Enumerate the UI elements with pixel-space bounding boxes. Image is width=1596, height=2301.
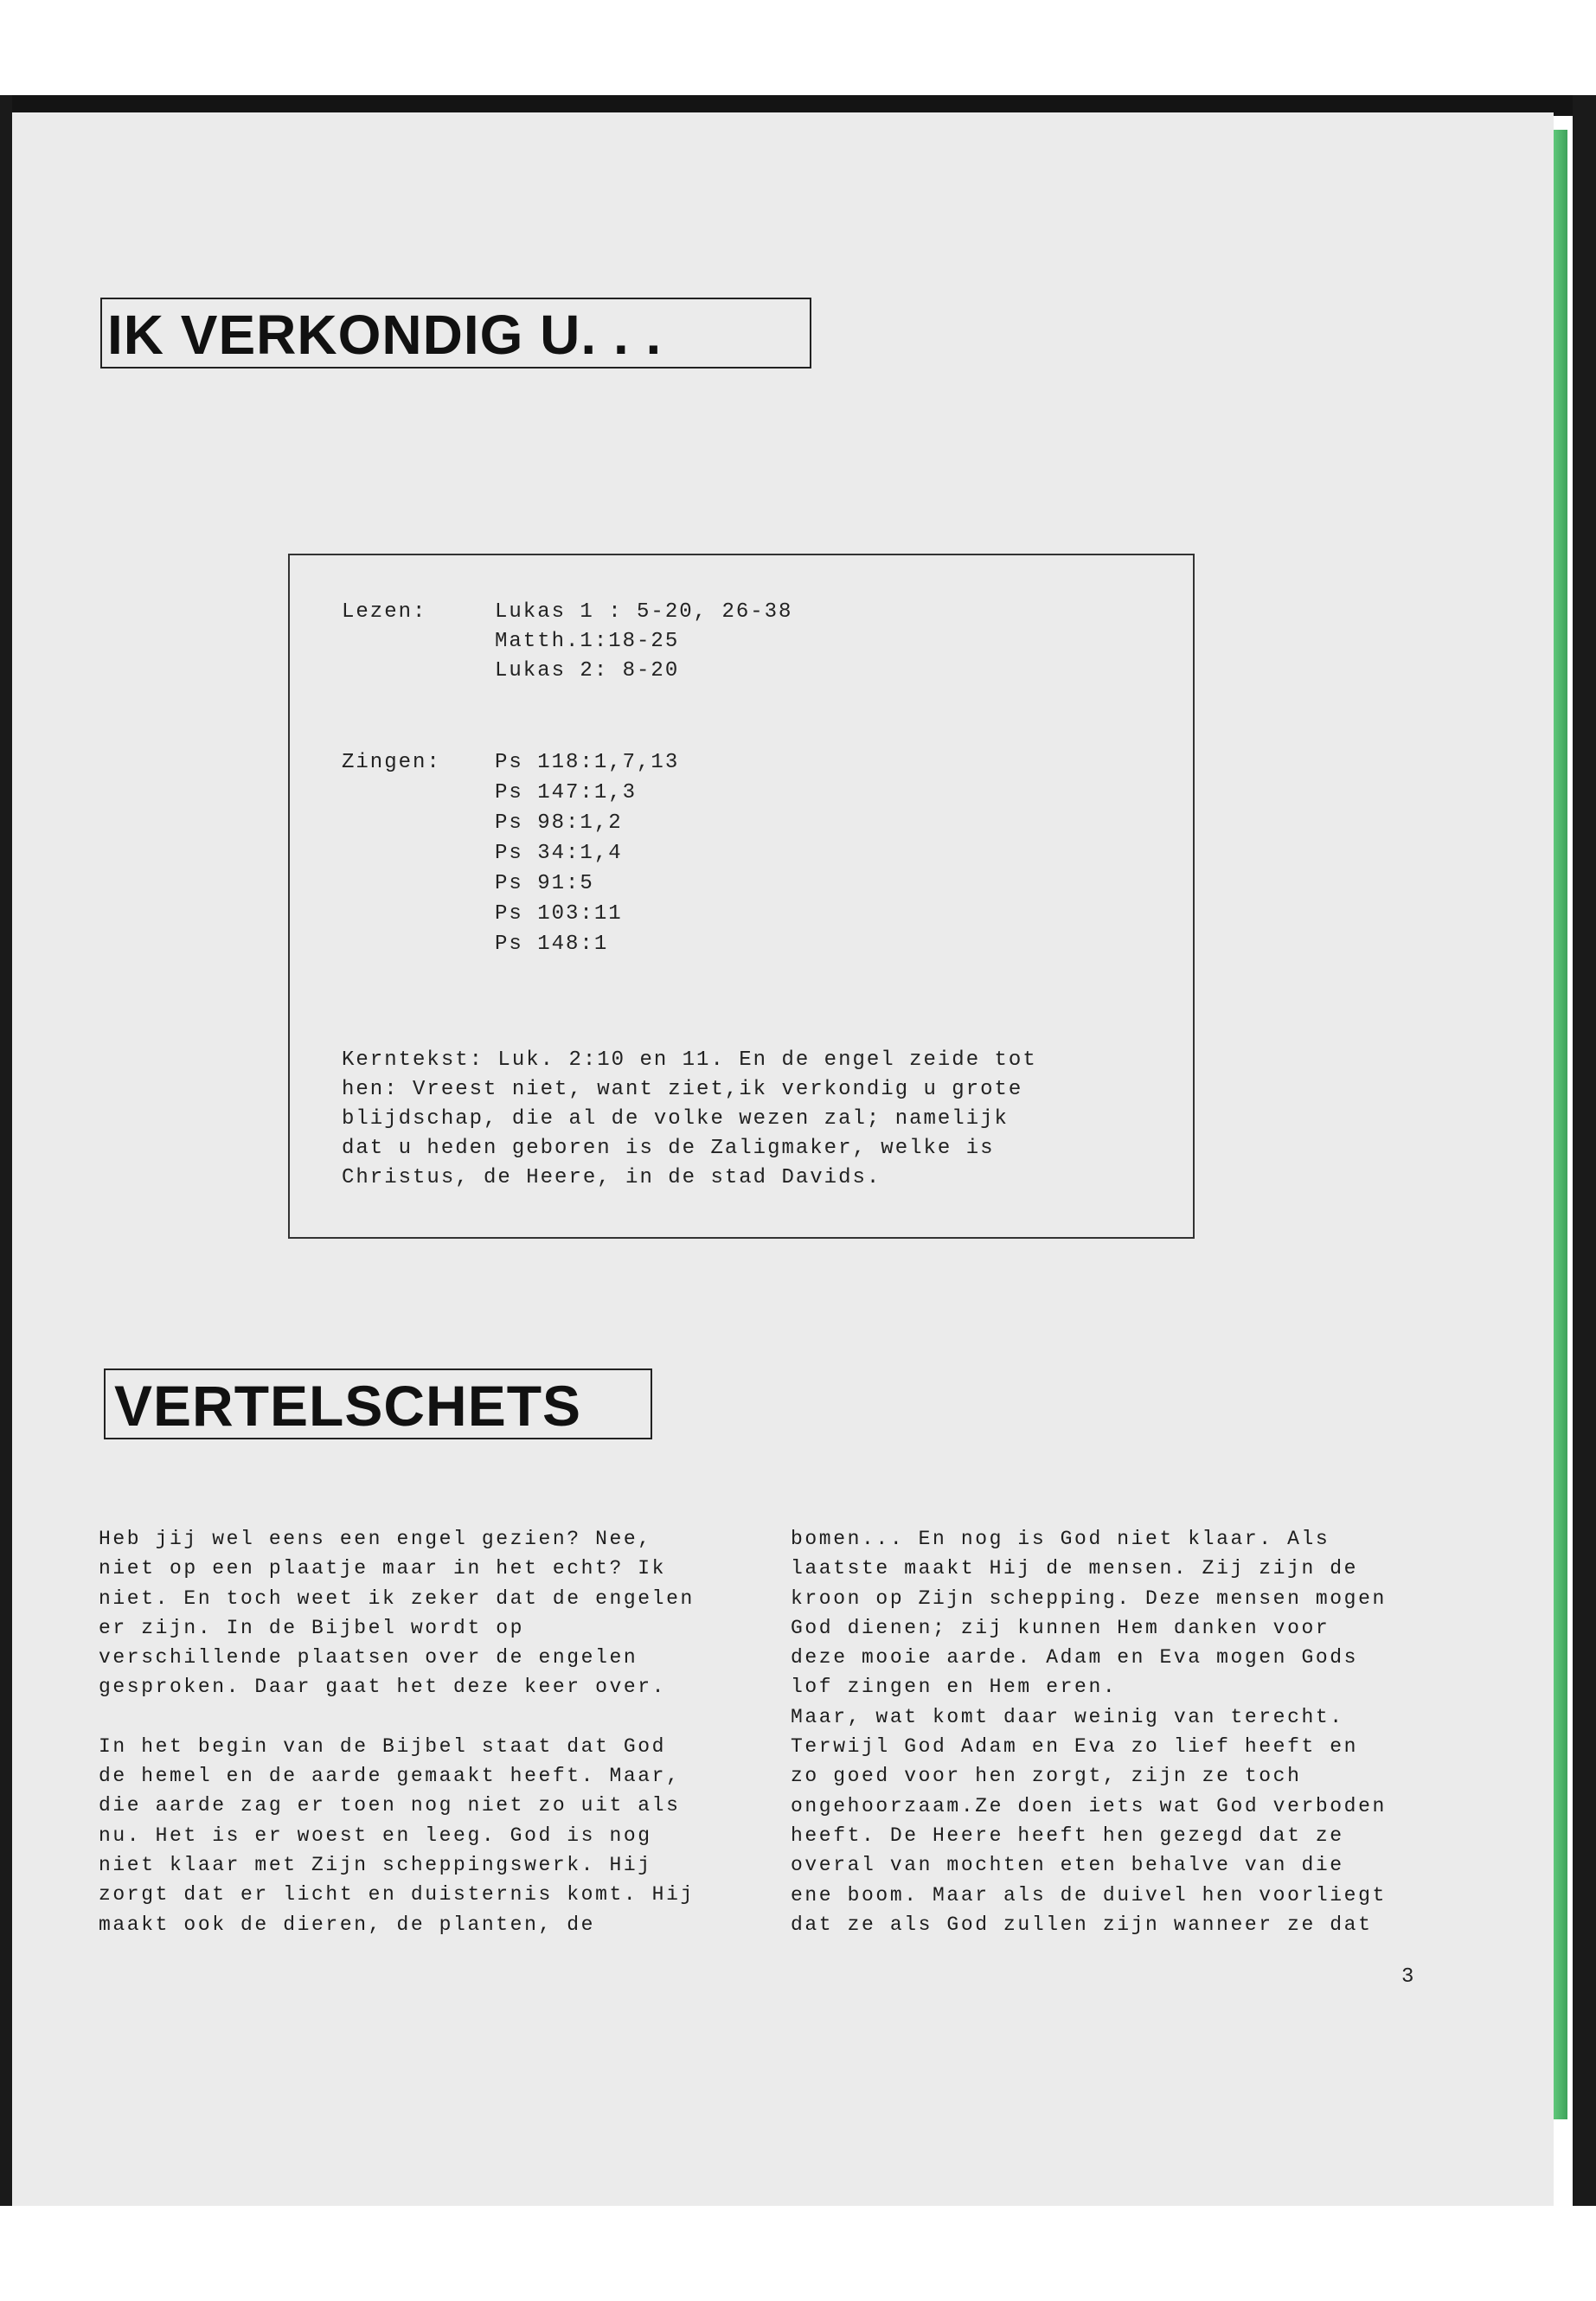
story-line: zorgt dat er licht en duisternis komt. Hij bbox=[99, 1883, 695, 1907]
book-edge-left bbox=[0, 95, 12, 2206]
story-line: maakt ook de dieren, de planten, de bbox=[99, 1913, 596, 1936]
page-title: IK VERKONDIG U. . . bbox=[100, 298, 811, 369]
kerntekst bbox=[342, 1048, 1037, 1195]
story-line: Heb jij wel eens een engel gezien? Nee, bbox=[99, 1528, 652, 1550]
story-line: bomen... En nog is God niet klaar. Als bbox=[791, 1528, 1330, 1550]
kerntekst-line: blijdschap, die al de volke wezen zal; namelijk bbox=[342, 1107, 1009, 1131]
story-line: zo goed voor hen zorgt, zijn ze toch bbox=[791, 1765, 1302, 1788]
story-line: er zijn. In de Bijbel wordt op bbox=[99, 1616, 525, 1639]
story-line: heeft. De Heere heeft hen gezegd dat ze bbox=[791, 1823, 1344, 1847]
green-book-spine bbox=[1554, 130, 1567, 2119]
story-line: Maar, wat komt daar weinig van terecht. bbox=[791, 1705, 1344, 1728]
story-left-column bbox=[99, 1524, 695, 1939]
scan-background-top bbox=[0, 0, 1596, 95]
zingen-item: Ps 118:1,7,13 bbox=[495, 751, 680, 774]
story-line: laatste maakt Hij de mensen. Zij zijn de bbox=[791, 1557, 1359, 1580]
story-line: niet klaar met Zijn scheppingswerk. Hij bbox=[99, 1853, 652, 1876]
kerntekst-line: Christus, de Heere, in de stad Davids. bbox=[342, 1166, 881, 1189]
story-line: dat ze als God zullen zijn wanneer ze dat bbox=[791, 1913, 1373, 1936]
page-number: 3 bbox=[1401, 1965, 1414, 1989]
lezen-item: Lukas 2: 8-20 bbox=[495, 659, 680, 683]
story-line: overal van mochten eten behalve van die bbox=[791, 1854, 1344, 1877]
kerntekst-line: dat u heden geboren is de Zaligmaker, welke is bbox=[342, 1137, 995, 1160]
lezen-list bbox=[495, 600, 792, 689]
book-edge-right bbox=[1573, 95, 1596, 2206]
scan-background-bottom bbox=[0, 2206, 1596, 2301]
story-line: kroon op Zijn schepping. Deze mensen mogen bbox=[791, 1586, 1387, 1610]
zingen-item: Ps 103:11 bbox=[495, 902, 623, 926]
story-line: de hemel en de aarde gemaakt heeft. Maar, bbox=[99, 1765, 681, 1788]
lezen-label: Lezen: bbox=[342, 600, 427, 624]
kerntekst-line: Kerntekst: Luk. 2:10 en 11. En de engel zeide tot bbox=[342, 1048, 1037, 1072]
zingen-item: Ps 148:1 bbox=[495, 933, 609, 956]
story-line: verschillende plaatsen over de engelen bbox=[99, 1646, 638, 1670]
story-line: niet. En toch weet ik zeker dat de engelen bbox=[99, 1586, 695, 1610]
story-line: God dienen; zij kunnen Hem danken voor bbox=[791, 1616, 1330, 1639]
zingen-item: Ps 98:1,2 bbox=[495, 811, 623, 835]
story-line: lof zingen en Hem eren. bbox=[791, 1676, 1118, 1699]
zingen-item: Ps 34:1,4 bbox=[495, 842, 623, 865]
story-line: deze mooie aarde. Adam en Eva mogen Gods bbox=[791, 1646, 1359, 1670]
kerntekst-line: hen: Vreest niet, want ziet,ik verkondig u grote bbox=[342, 1078, 1023, 1101]
story-line: ongehoorzaam.Ze doen iets wat God verboden bbox=[791, 1794, 1387, 1817]
zingen-list bbox=[495, 751, 679, 963]
lezen-item: Matth.1:18-25 bbox=[495, 630, 680, 653]
story-right-column bbox=[791, 1524, 1387, 1939]
lezen-item: Lukas 1 : 5-20, 26-38 bbox=[495, 600, 793, 624]
story-line: Terwijl God Adam en Eva zo lief heeft en bbox=[791, 1735, 1359, 1759]
story-line: die aarde zag er toen nog niet zo uit als bbox=[99, 1794, 681, 1817]
readings-box bbox=[288, 554, 1195, 1239]
story-line: ene boom. Maar als de duivel hen voorliegt bbox=[791, 1883, 1387, 1907]
story-line: gesproken. Daar gaat het deze keer over. bbox=[99, 1676, 667, 1699]
story-line: In het begin van de Bijbel staat dat God bbox=[99, 1734, 667, 1758]
zingen-item: Ps 147:1,3 bbox=[495, 781, 638, 804]
zingen-label: Zingen: bbox=[342, 751, 441, 774]
section-heading: VERTELSCHETS bbox=[104, 1368, 652, 1439]
story-line: nu. Het is er woest en leeg. God is nog bbox=[99, 1823, 652, 1847]
story-line: niet op een plaatje maar in het echt? Ik bbox=[99, 1557, 667, 1580]
zingen-item: Ps 91:5 bbox=[495, 872, 594, 895]
